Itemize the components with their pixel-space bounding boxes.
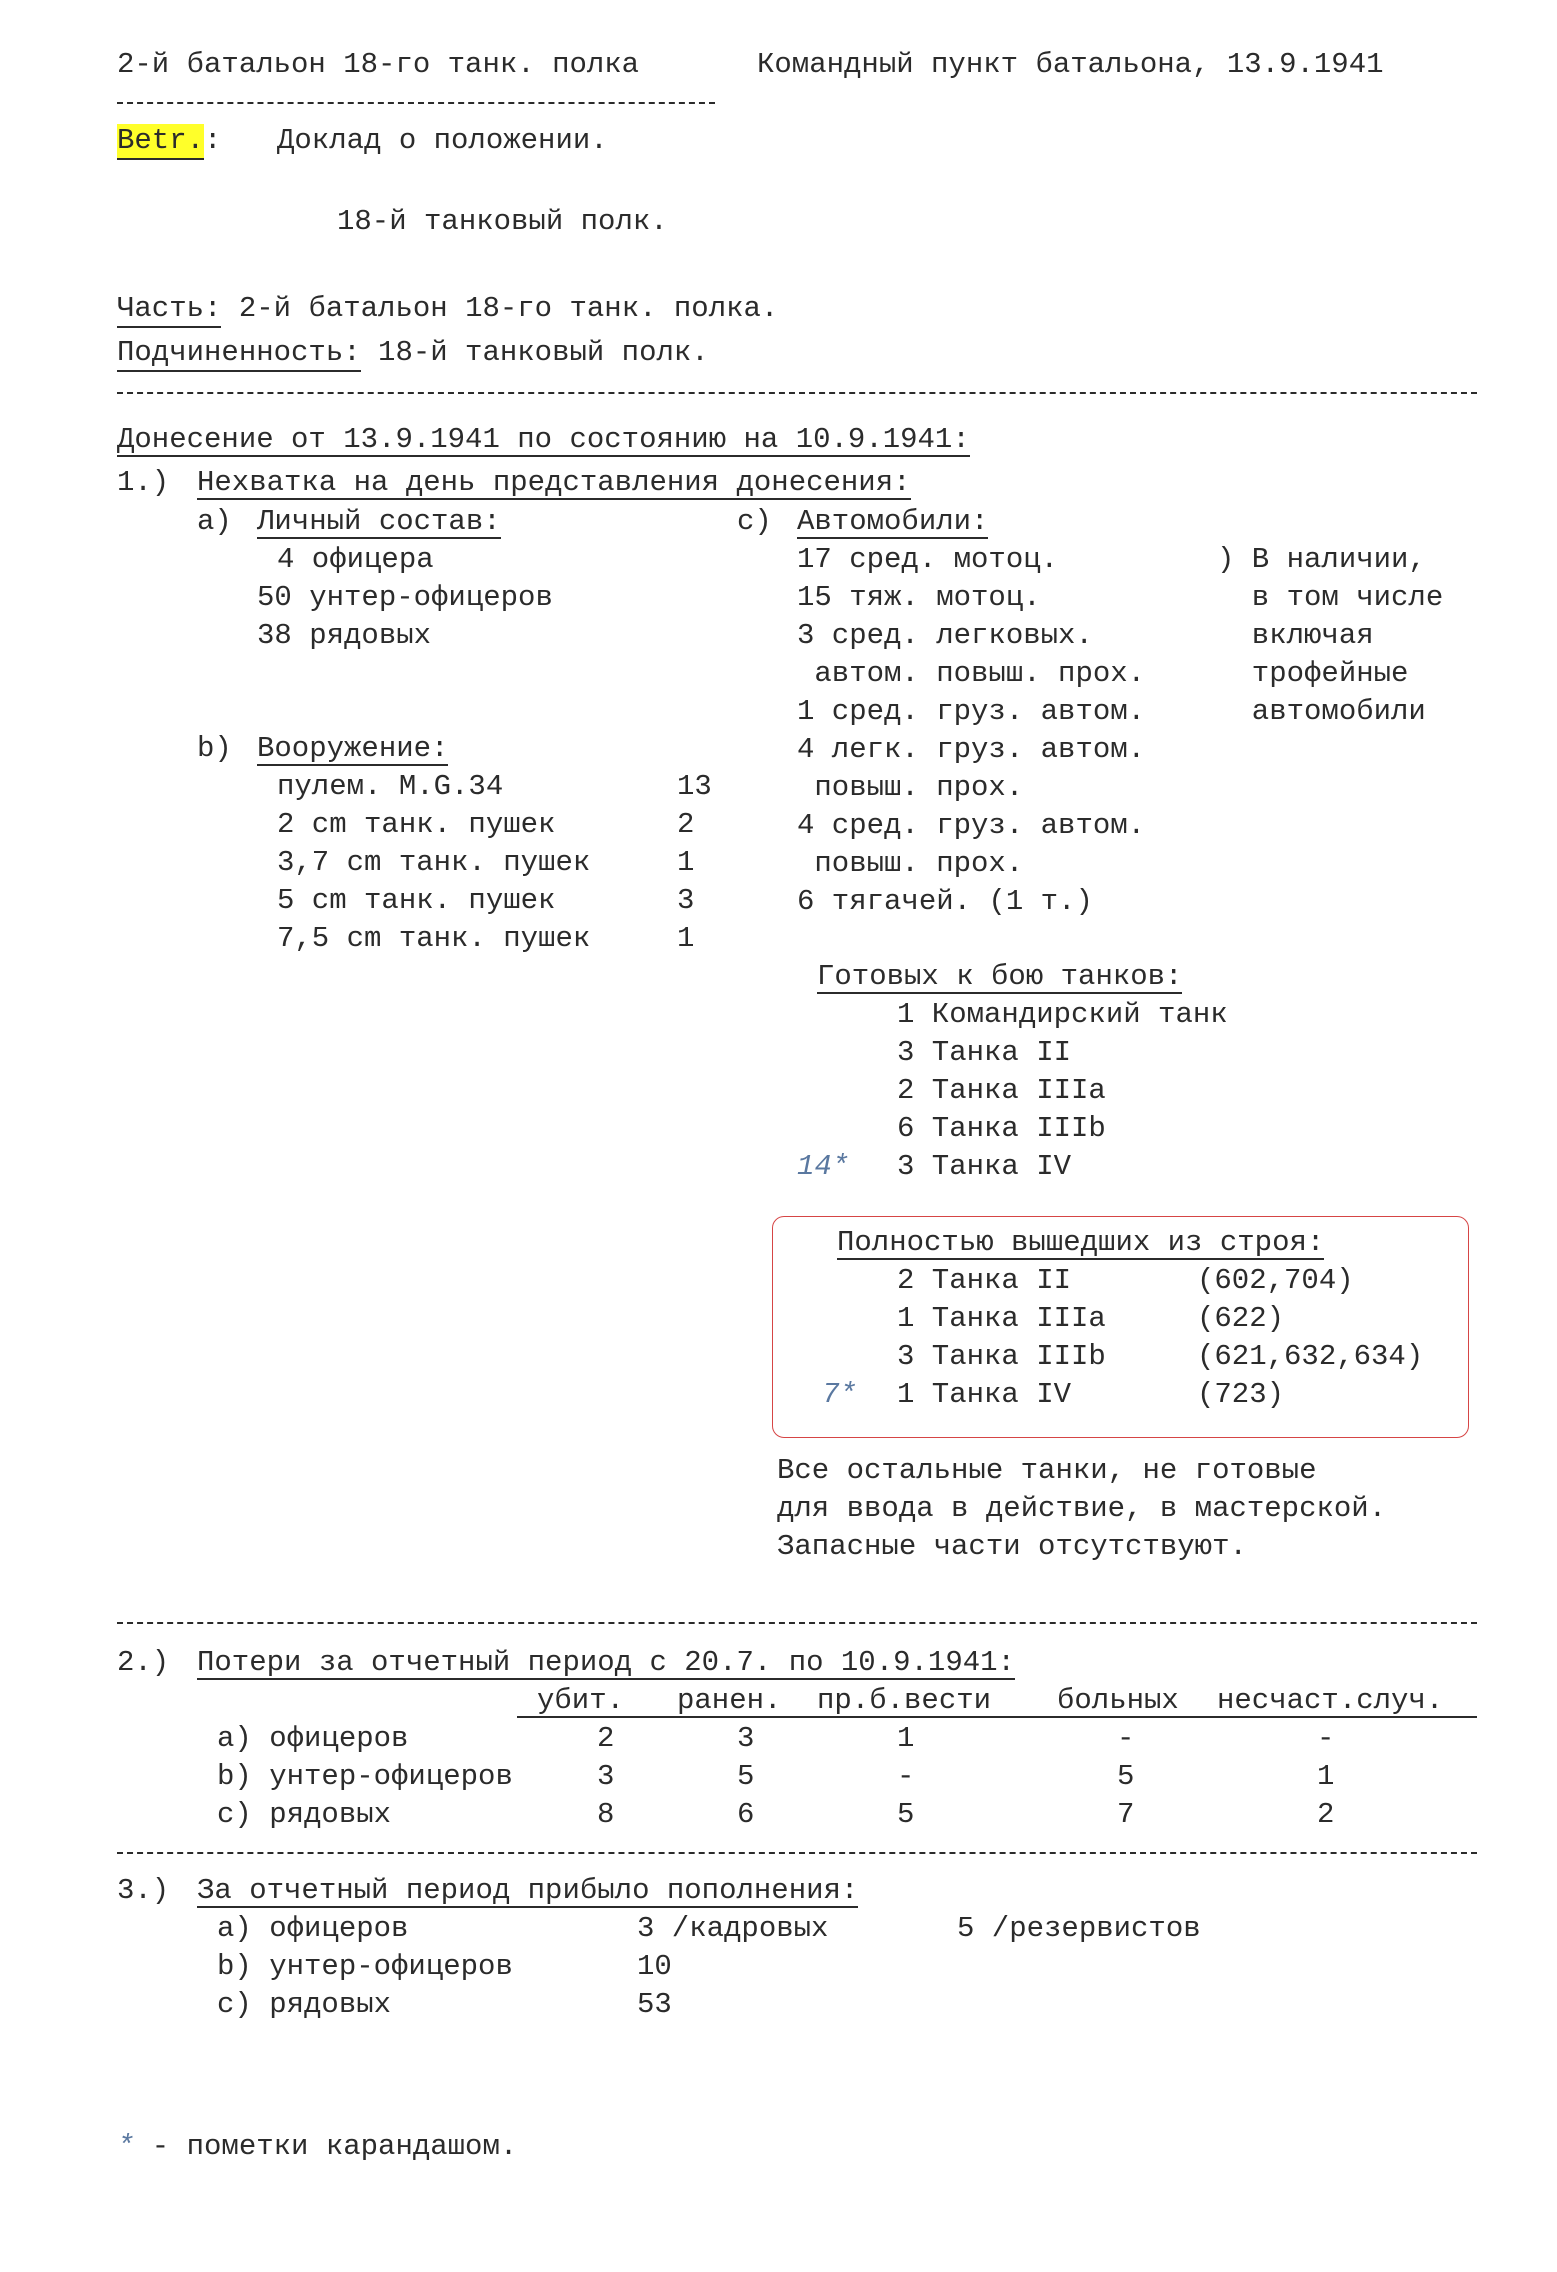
rest-note-line: для ввода в действие, в мастерской. bbox=[777, 1492, 1387, 1525]
lost-tank-name: 1 Танка IV bbox=[897, 1378, 1072, 1411]
losses-cell: 2 bbox=[1317, 1798, 1335, 1831]
lost-tank-ids: (621,632,634) bbox=[1197, 1340, 1424, 1373]
ready-tank-item: 2 Танка IIIa bbox=[897, 1074, 1106, 1107]
reinforcement-extra: 5 /резервистов bbox=[957, 1912, 1201, 1945]
losses-cell: 8 bbox=[597, 1798, 615, 1831]
losses-cell: 1 bbox=[897, 1722, 915, 1755]
b-letter: b) bbox=[197, 732, 232, 765]
lost-pencil-mark: 7* bbox=[822, 1378, 857, 1411]
reinforcement-value: 53 bbox=[637, 1988, 672, 2021]
weapon-name: 2 cm танк. пушек bbox=[277, 808, 556, 841]
reinforcement-row-label: b) унтер-офицеров bbox=[217, 1950, 513, 1983]
ready-tank-item: 3 Танка IV bbox=[897, 1150, 1072, 1183]
part-value: 2-й батальон 18-го танк. полка. bbox=[238, 292, 779, 325]
vehicle-item: 4 легк. груз. автом. bbox=[797, 733, 1146, 766]
losses-row-label: a) офицеров bbox=[217, 1722, 409, 1755]
rest-note-line: Все остальные танки, не готовые bbox=[777, 1454, 1317, 1487]
losses-col-sick: больных bbox=[1057, 1684, 1179, 1717]
vehicle-item: повыш. прох. bbox=[797, 771, 1024, 804]
ready-tanks-title: Готовых к бою танков: bbox=[817, 960, 1183, 993]
ready-pencil-mark: 14* bbox=[797, 1150, 850, 1183]
losses-row-label: b) унтер-офицеров bbox=[217, 1760, 513, 1793]
lost-tank-name: 3 Танка IIIb bbox=[897, 1340, 1106, 1373]
unit-line: 2-й батальон 18-го танк. полка bbox=[117, 48, 640, 81]
footnote-star: * bbox=[117, 2130, 135, 2163]
place-date: Командный пункт батальона, 13.9.1941 bbox=[757, 48, 1384, 81]
subordination-row bbox=[117, 338, 709, 367]
reinforcement-value: 10 bbox=[637, 1950, 672, 1983]
weapon-count: 13 bbox=[677, 770, 712, 803]
losses-col-wounded: ранен. bbox=[677, 1684, 782, 1717]
section-3-number: 3.) bbox=[117, 1874, 170, 1907]
divider-1 bbox=[117, 392, 1477, 394]
losses-cell: 2 bbox=[597, 1722, 615, 1755]
weapon-name: 3,7 cm танк. пушек bbox=[277, 846, 591, 879]
footnote-text: - пометки карандашом. bbox=[134, 2130, 518, 2163]
weapon-count: 1 bbox=[677, 922, 695, 955]
vehicle-item: 1 сред. груз. автом. bbox=[797, 695, 1146, 728]
weapon-count: 2 bbox=[677, 808, 695, 841]
section-1-title: Нехватка на день представления донесения: bbox=[197, 466, 911, 499]
weapon-name: 7,5 cm танк. пушек bbox=[277, 922, 591, 955]
losses-cell: 3 bbox=[597, 1760, 615, 1793]
losses-cell: 6 bbox=[737, 1798, 755, 1831]
weapon-name: пулем. M.G.34 bbox=[277, 770, 504, 803]
a-letter: a) bbox=[197, 505, 232, 538]
betr-label bbox=[117, 126, 221, 155]
lost-tank-name: 1 Танка IIIa bbox=[897, 1302, 1106, 1335]
section-3-title: За отчетный период прибыло пополнения: bbox=[197, 1874, 859, 1907]
losses-cell: 5 bbox=[737, 1760, 755, 1793]
addressee: 18-й танковый полк. bbox=[337, 205, 668, 238]
subordination-value: 18-й танковый полк. bbox=[378, 336, 709, 369]
divider-2 bbox=[117, 1622, 1477, 1624]
betr-highlight: Betr. bbox=[117, 124, 204, 160]
personnel-officers: 4 офицера bbox=[277, 543, 434, 576]
lost-tank-name: 2 Танка II bbox=[897, 1264, 1072, 1297]
losses-cell: 1 bbox=[1317, 1760, 1335, 1793]
ready-tank-item: 1 Командирский танк bbox=[897, 998, 1228, 1031]
personnel-privates: 38 рядовых bbox=[257, 619, 432, 652]
vehicle-note: автомобили bbox=[1217, 695, 1426, 728]
betr-colon: : bbox=[204, 124, 222, 157]
lost-tanks-title: Полностью вышедших из строя: bbox=[837, 1226, 1325, 1259]
losses-col-accidents: несчаст.случ. bbox=[1217, 1684, 1444, 1717]
reinforcement-value: 3 /кадровых bbox=[637, 1912, 829, 1945]
subordination-label: Подчиненность: bbox=[117, 336, 361, 372]
subject: Доклад о положении. bbox=[277, 124, 608, 157]
weapon-name: 5 cm танк. пушек bbox=[277, 884, 556, 917]
reinforcement-row-label: c) рядовых bbox=[217, 1988, 392, 2021]
lost-tank-ids: (622) bbox=[1197, 1302, 1285, 1335]
losses-row-label: c) рядовых bbox=[217, 1798, 392, 1831]
report-title: Донесение от 13.9.1941 по состоянию на 10.9.1941: bbox=[117, 423, 970, 456]
personnel-title: Личный состав: bbox=[257, 505, 501, 538]
ready-tank-item: 3 Танка II bbox=[897, 1036, 1072, 1069]
vehicle-note: включая bbox=[1217, 619, 1374, 652]
weapon-count: 1 bbox=[677, 846, 695, 879]
vehicle-item: 3 сред. легковых. bbox=[797, 619, 1093, 652]
vehicle-note: трофейные bbox=[1217, 657, 1409, 690]
vehicles-title: Автомобили: bbox=[797, 505, 989, 538]
vehicle-item: автом. повыш. прох. bbox=[797, 657, 1146, 690]
losses-cell: - bbox=[1117, 1722, 1135, 1755]
personnel-nco: 50 унтер-офицеров bbox=[257, 581, 553, 614]
lost-tank-ids: (723) bbox=[1197, 1378, 1285, 1411]
footnote bbox=[117, 2132, 517, 2161]
vehicle-item: 17 сред. мотоц. bbox=[797, 543, 1059, 576]
vehicle-note: в том числе bbox=[1217, 581, 1444, 614]
lost-tank-ids: (602,704) bbox=[1197, 1264, 1354, 1297]
weapon-count: 3 bbox=[677, 884, 695, 917]
losses-col-killed: убит. bbox=[537, 1684, 625, 1717]
weapons-title: Вооружение: bbox=[257, 732, 449, 765]
vehicle-item: повыш. прох. bbox=[797, 847, 1024, 880]
ready-tank-item: 6 Танка IIIb bbox=[897, 1112, 1106, 1145]
losses-cell: 5 bbox=[1117, 1760, 1135, 1793]
divider-3 bbox=[117, 1852, 1477, 1854]
losses-cell: - bbox=[1317, 1722, 1335, 1755]
part-row bbox=[117, 294, 778, 323]
section-2-number: 2.) bbox=[117, 1646, 170, 1679]
vehicle-note: ) В наличии, bbox=[1217, 543, 1426, 576]
losses-col-missing: пр.б.вести bbox=[817, 1684, 992, 1717]
vehicle-item: 15 тяж. мотоц. bbox=[797, 581, 1041, 614]
losses-cell: 7 bbox=[1117, 1798, 1135, 1831]
section-2-title: Потери за отчетный период с 20.7. по 10.9.1941: bbox=[197, 1646, 1015, 1679]
losses-cell: - bbox=[897, 1760, 915, 1793]
vehicle-item: 6 тягачей. (1 т.) bbox=[797, 885, 1093, 918]
section-1-number: 1.) bbox=[117, 466, 170, 499]
part-label: Часть: bbox=[117, 292, 221, 328]
c-letter: c) bbox=[737, 505, 772, 538]
header-divider bbox=[117, 102, 715, 104]
rest-note-line: Запасные части отсутствуют. bbox=[777, 1530, 1247, 1563]
vehicle-item: 4 сред. груз. автом. bbox=[797, 809, 1146, 842]
losses-cell: 5 bbox=[897, 1798, 915, 1831]
reinforcement-row-label: a) офицеров bbox=[217, 1912, 409, 1945]
losses-cell: 3 bbox=[737, 1722, 755, 1755]
